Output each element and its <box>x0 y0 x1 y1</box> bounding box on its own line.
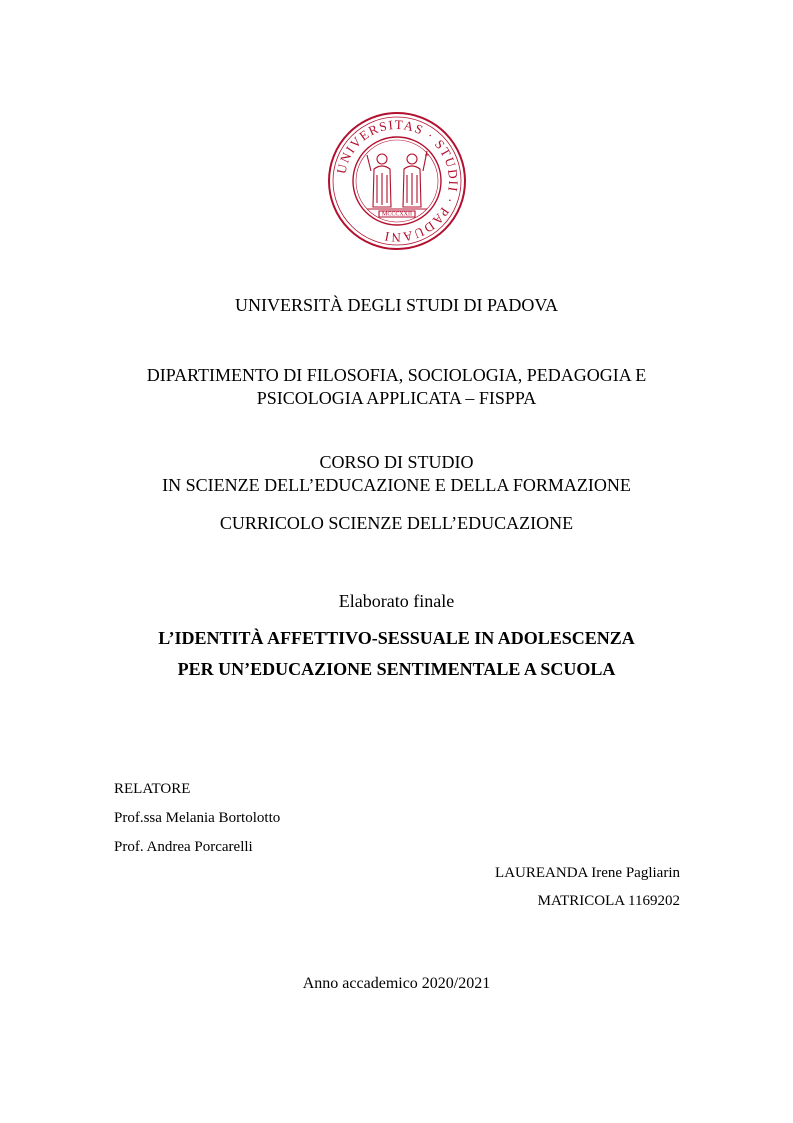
course-line-2: IN SCIENZE DELL’EDUCAZIONE E DELLA FORMAZIONE <box>162 475 631 495</box>
course-line-1: CORSO DI STUDIO <box>319 452 474 472</box>
department-line-2: PSICOLOGIA APPLICATA – FISPPA <box>256 388 537 408</box>
department-line-1: DIPARTIMENTO DI FILOSOFIA, SOCIOLOGIA, PEDAGOGIA E <box>146 365 647 385</box>
supervisor-label: RELATORE <box>114 781 191 797</box>
thesis-title-line-1: L’IDENTITÀ AFFETTIVO-SESSUALE IN ADOLESCENZA <box>158 628 635 648</box>
curriculum: CURRICOLO SCIENZE DELL’EDUCAZIONE <box>219 513 574 533</box>
university-name: UNIVERSITÀ DEGLI STUDI DI PADOVA <box>235 295 558 315</box>
candidate-name: LAUREANDA Irene Pagliarin <box>495 865 680 881</box>
seal-figures-icon <box>367 151 429 217</box>
university-seal <box>327 111 467 251</box>
thesis-title-line-2: PER UN’EDUCAZIONE SENTIMENTALE A SCUOLA <box>177 659 616 679</box>
candidate-id: MATRICOLA 1169202 <box>537 893 680 909</box>
thesis-type: Elaborato finale <box>338 591 455 611</box>
supervisor-name: Prof.ssa Melania Bortolotto <box>114 810 281 826</box>
academic-year: Anno accademico 2020/2021 <box>302 975 491 992</box>
co-supervisor-name: Prof. Andrea Porcarelli <box>114 839 253 855</box>
seal-year: MCCCXXII <box>381 211 413 218</box>
seal-ring-text: UNIVERSITAS · STUDII · PADUANI <box>333 116 462 246</box>
